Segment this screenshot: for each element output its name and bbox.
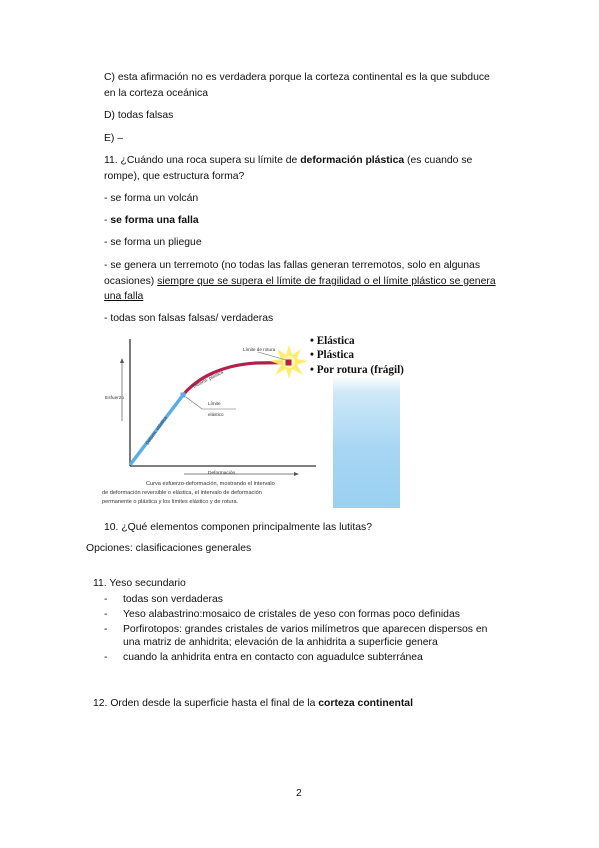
yeso-item-4-text: cuando la anhidrita entra en contacto con aguadulce subterránea — [123, 651, 423, 663]
caption-line2: de deformación reversible o elástica, el intervalo de deformación — [102, 490, 262, 496]
label-limit-2: elástico — [208, 412, 224, 417]
answer-terremoto-line2 — [104, 276, 496, 288]
opciones-line: Opciones: clasificaciones generales — [86, 543, 252, 554]
question-11-prefix: 11. ¿Cuándo una roca supera su límite de — [104, 155, 301, 166]
question-11b-title: 11. Yeso secundario — [93, 578, 186, 589]
option-c-line1: C) esta afirmación no es verdadera porque la corteza continental es la que subduce — [104, 72, 490, 83]
caption-line3: permanente o plástica y los límites elástico y de rotura. — [102, 499, 239, 505]
yeso-item-1-text: todas son verdaderas — [123, 594, 223, 605]
question-12-prefix: 12. Orden desde la superficie hasta el final de la — [93, 698, 319, 709]
label-plastic: Deform. plástica — [192, 369, 225, 389]
answer-todas-falsas: - todas son falsas falsas/ verdaderas — [104, 313, 274, 324]
yeso-item-3-text: Porfirotopos: grandes cristales de varios milímetros que aparecen dispersos en — [123, 624, 488, 636]
yeso-item-3-line2: una matriz de anhidrita; elevación de la anhidrita a superficie genera — [123, 636, 438, 648]
question-12-bold: corteza continental — [318, 698, 413, 709]
answer-terremoto-plain: ocasiones) — [104, 276, 158, 287]
yeso-item-2-text: Yeso alabastrino:mosaico de cristales de yeso con formas poco definidas — [123, 609, 460, 621]
y-axis-label: Esfuerzo — [105, 396, 124, 401]
question-12 — [93, 698, 413, 710]
x-axis-label: Deformación — [208, 471, 236, 476]
figure-legend — [310, 334, 404, 377]
legend-plastica: • Plástica — [310, 349, 354, 362]
answer-falla-dash: - — [104, 215, 111, 226]
rupture-marker — [286, 360, 292, 366]
option-e: E) – — [104, 133, 124, 144]
answer-terremoto-line1: - se genera un terremoto (no todas las fallas generan terremotos, solo en algunas — [104, 260, 481, 271]
label-limit-1: Límite — [208, 401, 221, 406]
label-rupture: Límite de rotura — [243, 347, 276, 352]
blue-gradient-panel — [333, 376, 400, 508]
question-10: 10. ¿Qué elementos componen principalmente las lutitas? — [104, 522, 372, 533]
answer-falla — [104, 215, 199, 227]
answer-falla-text: se forma una falla — [110, 215, 199, 226]
elastic-limit-marker — [181, 393, 186, 398]
label-elastic: Deform. elástica — [144, 415, 168, 446]
question-11-bold-term: deformación plástica — [300, 155, 405, 166]
yeso-item-3 — [104, 624, 487, 649]
yeso-item-1 — [104, 594, 487, 606]
answer-terremoto-underlined: siempre que se supera el límite de fragilidad o el límite plástico se genera — [157, 276, 496, 287]
option-c-line2: en la corteza oceánica — [104, 88, 208, 99]
stress-strain-figure — [98, 333, 323, 510]
answer-terremoto-line3: una falla — [104, 291, 144, 302]
question-11-line1 — [104, 155, 472, 167]
legend-elastica: • Elástica — [310, 335, 355, 347]
yeso-item-4 — [104, 652, 487, 664]
question-11-suffix: (es cuando se — [404, 155, 473, 166]
caption-line1: Curva esfuerzo-deformación, mostrando el intervalo — [146, 481, 275, 487]
yeso-item-2 — [104, 609, 487, 621]
legend-rotura: • Por rotura (frágil) — [310, 363, 404, 376]
yeso-list — [104, 594, 487, 667]
question-11-line2: rompe), que estructura forma? — [104, 171, 245, 182]
page-number: 2 — [296, 788, 302, 799]
answer-volcan: - se forma un volcán — [104, 193, 199, 204]
option-d: D) todas falsas — [104, 110, 174, 121]
answer-pliegue: - se forma un pliegue — [104, 237, 202, 248]
